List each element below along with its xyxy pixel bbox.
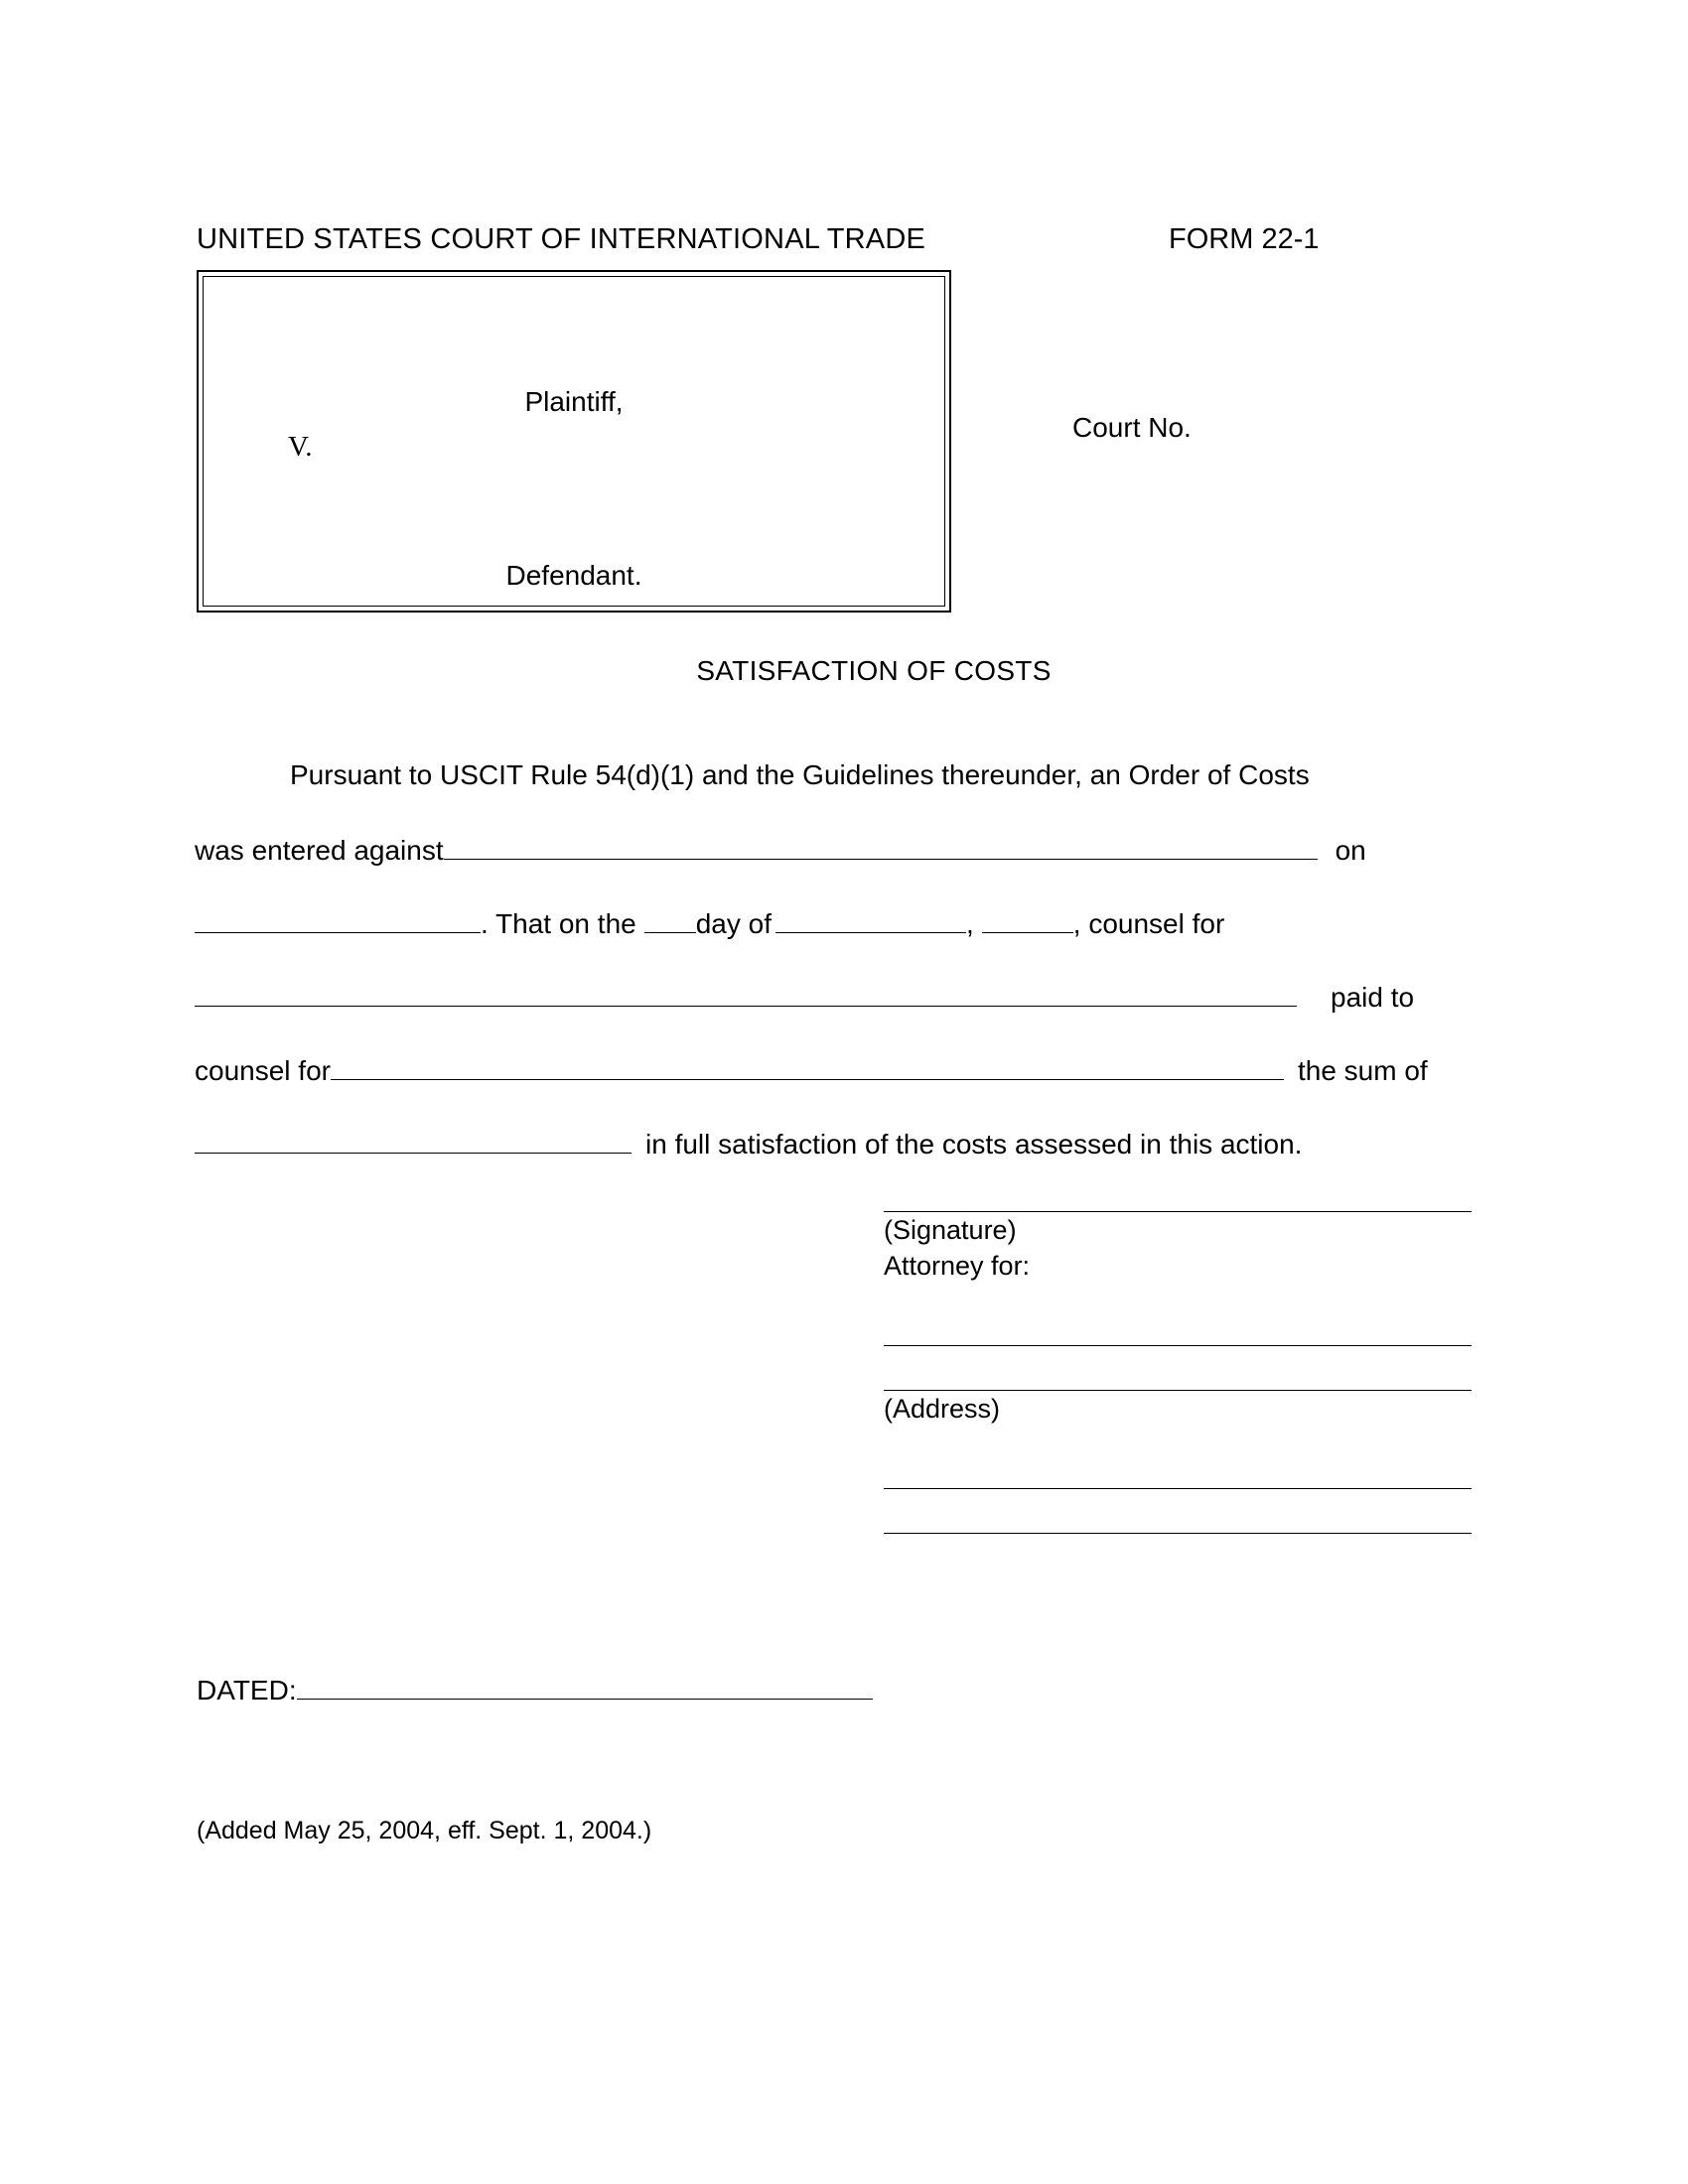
body-line-2-prefix: was entered against — [195, 835, 444, 866]
body-line-5-suffix: the sum of — [1297, 1055, 1428, 1086]
body-line-2 — [195, 833, 1505, 906]
page-title-text: SATISFACTION OF COSTS — [696, 655, 1052, 686]
address-line-3[interactable] — [884, 1533, 1472, 1534]
page-header — [197, 223, 1487, 256]
dated-field[interactable] — [297, 1673, 873, 1700]
body-text — [195, 759, 1505, 1200]
court-title: UNITED STATES COURT OF INTERNATIONAL TRADE — [197, 223, 926, 255]
body-line-6 — [195, 1127, 1505, 1200]
spacer-4 — [884, 1489, 1479, 1533]
body-line-1-text: Pursuant to USCIT Rule 54(d)(1) and the Guidelines thereunder, an Order of Costs — [290, 759, 1310, 790]
body-line-4 — [195, 980, 1505, 1053]
receiving-counsel-field[interactable] — [331, 1053, 1284, 1080]
signature-label: (Signature) — [884, 1215, 1017, 1245]
sum-field[interactable] — [195, 1127, 632, 1154]
caption-box-inner — [203, 276, 945, 607]
paying-counsel-field[interactable] — [195, 980, 1297, 1007]
month-field[interactable] — [775, 906, 966, 933]
signature-block — [884, 1211, 1479, 1534]
body-line-3 — [195, 906, 1505, 980]
body-line-4-suffix: paid to — [1331, 982, 1415, 1013]
caption-box — [197, 270, 951, 613]
spacer-1 — [884, 1284, 1479, 1345]
day-field[interactable] — [644, 906, 696, 933]
order-date-field[interactable] — [195, 906, 481, 933]
against-party-field[interactable] — [444, 833, 1318, 860]
footnote: (Added May 25, 2004, eff. Sept. 1, 2004.) — [197, 1817, 652, 1844]
spacer-2 — [884, 1346, 1479, 1390]
plaintiff-label: Plaintiff, — [524, 386, 624, 417]
address-label: (Address) — [884, 1394, 1001, 1424]
body-line-1 — [195, 759, 1505, 833]
court-number-label: Court No. — [1072, 412, 1192, 443]
body-line-5 — [195, 1053, 1505, 1127]
body-line-3-d: , counsel for — [1072, 908, 1225, 939]
spacer-3 — [884, 1427, 1479, 1488]
form-number: FORM 22-1 — [1169, 223, 1320, 255]
page-title — [0, 655, 1688, 687]
body-line-3-b: day of — [695, 908, 772, 939]
year-field[interactable] — [982, 906, 1073, 933]
attorney-for-label: Attorney for: — [884, 1251, 1031, 1281]
body-line-5-prefix: counsel for — [195, 1055, 331, 1086]
body-line-3-a: . That on the — [481, 908, 636, 939]
versus-label: V. — [288, 431, 313, 463]
dated-label: DATED: — [197, 1675, 297, 1706]
body-line-2-suffix: on — [1335, 835, 1366, 866]
body-line-3-c: , — [966, 908, 974, 939]
dated-row — [197, 1673, 873, 1706]
defendant-label: Defendant. — [505, 560, 642, 591]
body-line-6-suffix: in full satisfaction of the costs assessed in this action. — [645, 1129, 1303, 1160]
